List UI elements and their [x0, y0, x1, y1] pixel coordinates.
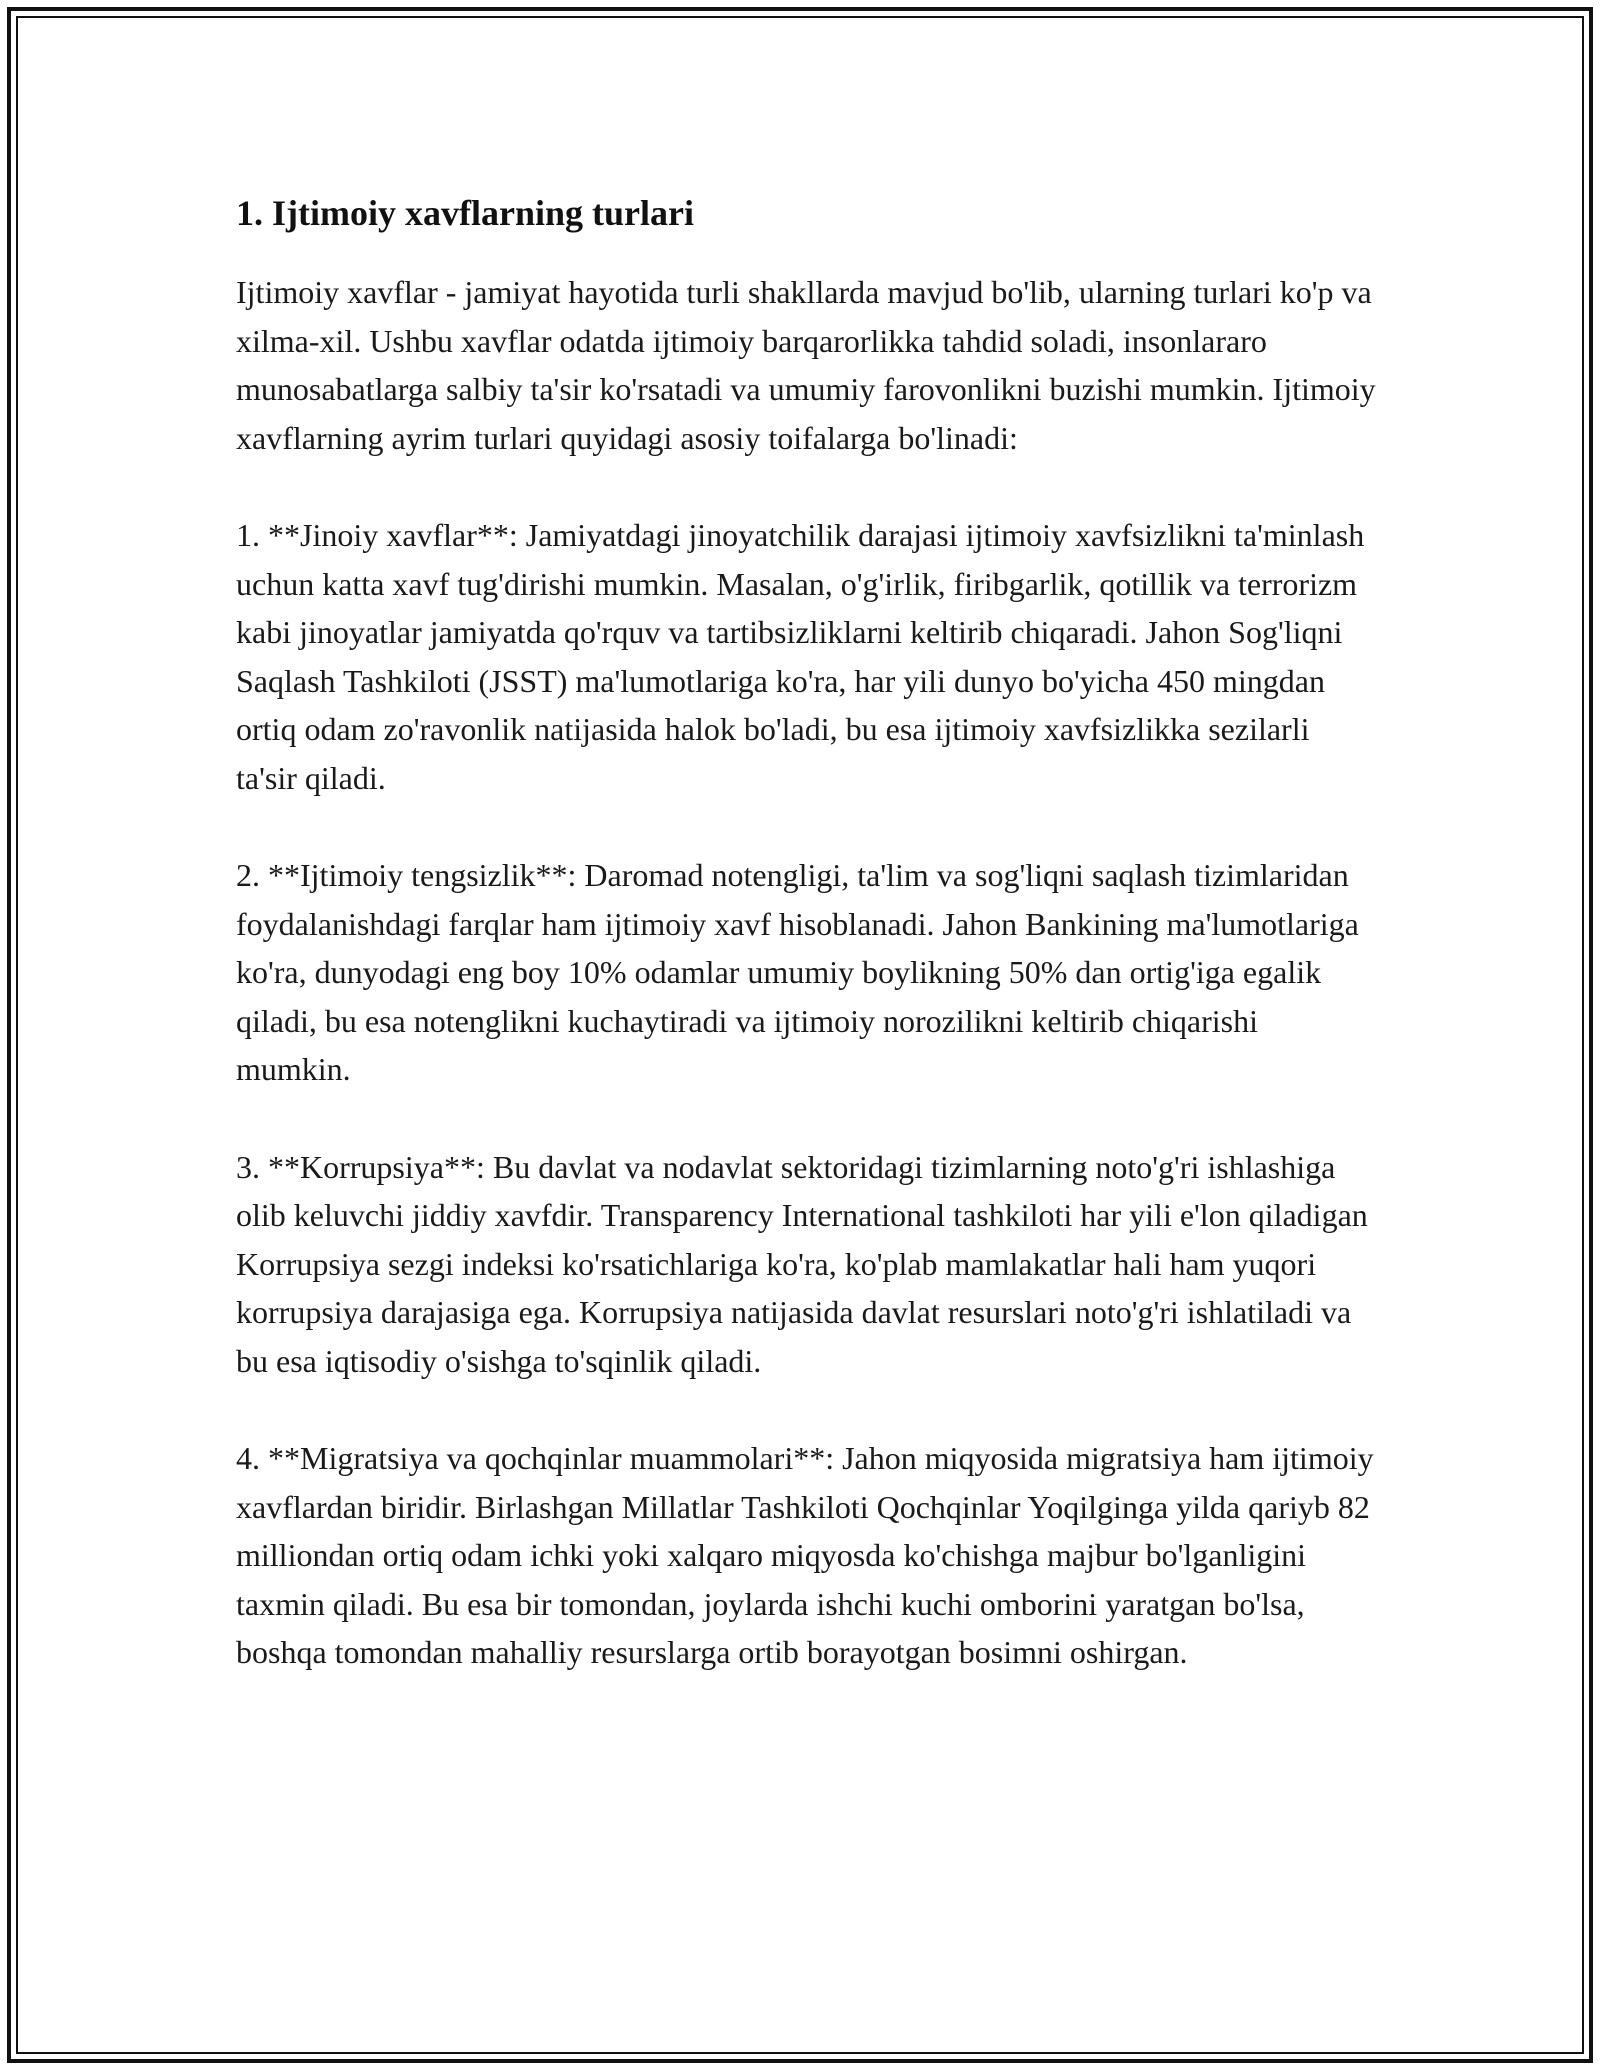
- paragraph-criminal-risks: 1. **Jinoiy xavflar**: Jamiyatdagi jinoyatchilik darajasi ijtimoiy xavfsizlikni ta'minlash uchun katta xavf tug'dirishi mumkin. Masalan, o'g'irlik, firibgarlik, qotillik va terrorizm kabi jinoyatlar jamiyatda qo'rquv va tartibsizliklarni keltirib chiqaradi. Jahon Sog'liqni Saqlash Tashkiloti (JSST) ma'lumotlariga ko'ra, har yili dunyo bo'yicha 450 mingdan ortiq odam zo'ravonlik natijasida halok bo'ladi, bu esa ijtimoiy xavfsizlikka sezilarli ta'sir qiladi.: [236, 517, 1365, 796]
- section-heading: 1. Ijtimoiy xavflarning turlari: [236, 193, 694, 233]
- paragraph-corruption: 3. **Korrupsiya**: Bu davlat va nodavlat sektoridagi tizimlarning noto'g'ri ishlashiga olib keluvchi jiddiy xavfdir. Transparency International tashkiloti har yili e'lon qiladigan Korrupsiya sezgi indeksi ko'rsatichlariga ko'ra, ko'plab mamlakatlar hali ham yuqori korrupsiya darajasiga ega. Korrupsiya natijasida davlat resurslari noto'g'ri ishlatiladi va bu esa iqtisodiy o'sishga to'sqinlik qiladi.: [236, 1148, 1368, 1379]
- paragraph-migration: 4. **Migratsiya va qochqinlar muammolari**: Jahon miqyosida migratsiya ham ijtimoiy xavflardan biridir. Birlashgan Millatlar Tashkiloti Qochqinlar Yoqilginga yilda qariyb 82 milliondan ortiq odam ichki yoki xalqaro miqyosda ko'chishga majbur bo'lganligini taxmin qiladi. Bu esa bir tomondan, joylarda ishchi kuchi omborini yaratgan bo'lsa, boshqa tomondan mahalliy resurslarga ortib borayotgan bosimni oshirgan.: [236, 1440, 1374, 1670]
- document-body: [236, 186, 1376, 1726]
- intro-paragraph: Ijtimoiy xavflar - jamiyat hayotida turli shakllarda mavjud bo'lib, ularning turlari ko'p va xilma-xil. Ushbu xavflar odatda ijtimoiy barqarorlikka tahdid soladi, insonlararo munosabatlarga salbiy ta'sir ko'rsatadi va umumiy farovonlikni buzishi mumkin. Ijtimoiy xavflarning ayrim turlari quyidagi asosiy toifalarga bo'linadi:: [236, 274, 1376, 456]
- paragraph-social-inequality: 2. **Ijtimoiy tengsizlik**: Daromad notengligi, ta'lim va sog'liqni saqlash tizimlaridan foydalanishdagi farqlar ham ijtimoiy xavf hisoblanadi. Jahon Bankining ma'lumotlariga ko'ra, dunyodagi eng boy 10% odamlar umumiy boylikning 50% dan ortig'iga egalik qiladi, bu esa notenglikni kuchaytiradi va ijtimoiy norozilikni keltirib chiqarishi mumkin.: [236, 857, 1359, 1087]
